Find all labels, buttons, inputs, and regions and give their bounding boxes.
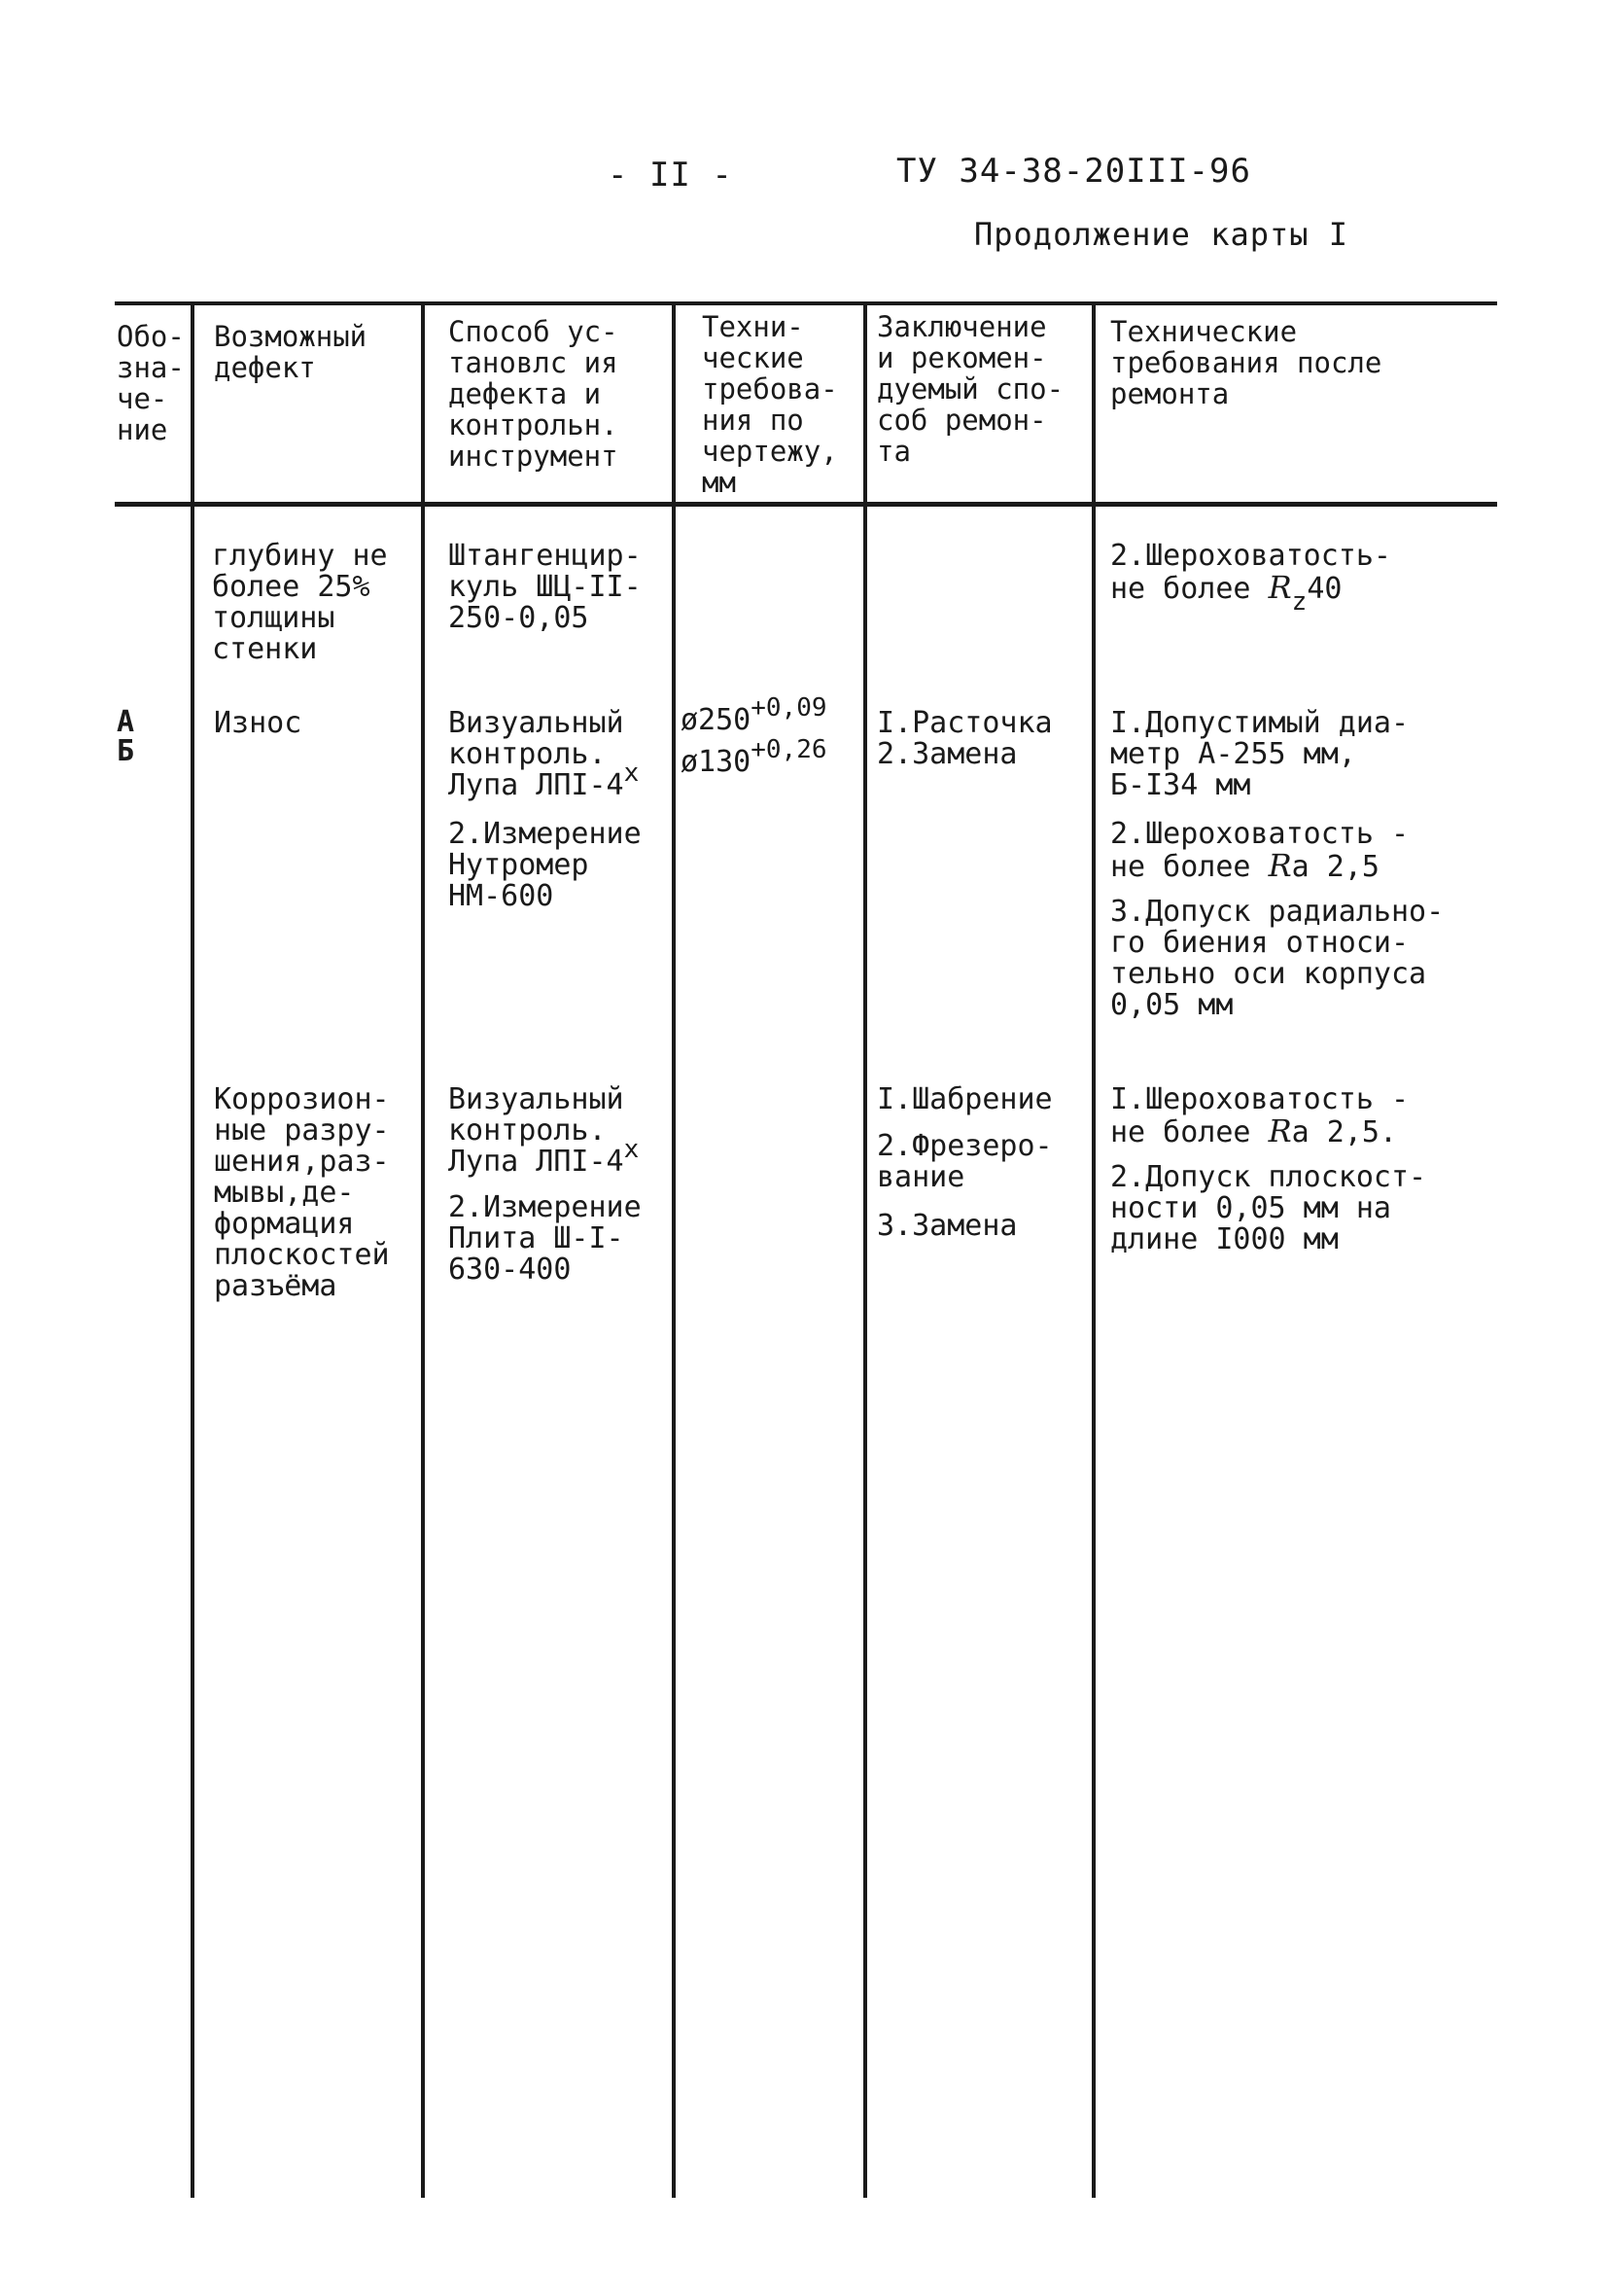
row1-after-repair: 2.Шероховатость- не более Rz40 bbox=[1110, 539, 1391, 617]
row2-tech-req-b: ø130+0,26 bbox=[681, 735, 827, 779]
row2-after-repair-2: 2.Шероховатость - не более Rа 2,5 bbox=[1110, 817, 1410, 884]
column-header-defect: Возможный дефект bbox=[214, 320, 367, 384]
row3-conclusion-3: 3.Замена bbox=[877, 1209, 1018, 1243]
document-code: ТУ 34-38-20III-96 bbox=[896, 152, 1251, 191]
row2-after-repair-3: 3.Допуск радиально- го биения относи- тельно оси корпуса 0,05 мм bbox=[1110, 895, 1445, 1022]
row1-method: Штангенцир- куль ШЦ-II- 250-0,05 bbox=[448, 539, 642, 635]
row2-after-repair-1: I.Допустимый диа- метр А-255 мм, Б-I34 мм bbox=[1110, 706, 1410, 802]
table-top-border bbox=[115, 301, 1497, 305]
column-header-method: Способ ус- тановлс ия дефекта и контрольн. инструмент bbox=[448, 315, 618, 473]
row2-conclusion: I.Расточка 2.Замена bbox=[877, 706, 1053, 771]
row2-designation: А Б bbox=[117, 705, 135, 768]
row3-after-repair-1: I.Шероховатость - не более Rа 2,5. bbox=[1110, 1082, 1410, 1149]
column-header-drawing-requirements: Техни- ческие требова- ния по чертежу, мм bbox=[702, 310, 838, 499]
column-divider-1 bbox=[191, 303, 194, 2198]
page-number: - II - bbox=[608, 156, 733, 194]
column-header-conclusion: Заключение и рекомен- дуемый спо- соб ремон- та bbox=[877, 310, 1065, 468]
column-header-after-repair: Технические требования после ремонта bbox=[1110, 315, 1382, 410]
row3-conclusion-1: I.Шабрение bbox=[877, 1082, 1053, 1116]
row2-method-visual: Визуальный контроль. Лупа ЛПI-4х bbox=[448, 706, 640, 802]
table-header-divider bbox=[115, 502, 1497, 507]
row3-defect: Коррозион- ные разру- шения,раз- мывы,де- формация плоскостей разъёма bbox=[214, 1082, 390, 1303]
column-header-designation: Обо- зна- че- ние bbox=[117, 320, 185, 446]
column-divider-2 bbox=[421, 303, 425, 2198]
row2-tech-req-a: ø250+0,09 bbox=[681, 693, 827, 737]
continuation-note: Продолжение карты I bbox=[974, 216, 1349, 253]
row2-defect: Износ bbox=[214, 706, 302, 740]
row3-conclusion-2: 2.Фрезеро- вание bbox=[877, 1129, 1053, 1194]
row2-method-measure: 2.Измерение Нутромер НМ-600 bbox=[448, 817, 642, 913]
column-divider-3 bbox=[672, 303, 676, 2198]
row3-method-measure: 2.Измерение Плита Ш-I- 630-400 bbox=[448, 1190, 642, 1287]
row3-method-visual: Визуальный контроль. Лупа ЛПI-4х bbox=[448, 1082, 640, 1179]
row1-defect: глубину не более 25% толщины стенки bbox=[212, 539, 388, 666]
column-divider-5 bbox=[1092, 303, 1096, 2198]
row3-after-repair-2: 2.Допуск плоскост- ности 0,05 мм на длине I000 мм bbox=[1110, 1160, 1427, 1256]
column-divider-4 bbox=[863, 303, 867, 2198]
